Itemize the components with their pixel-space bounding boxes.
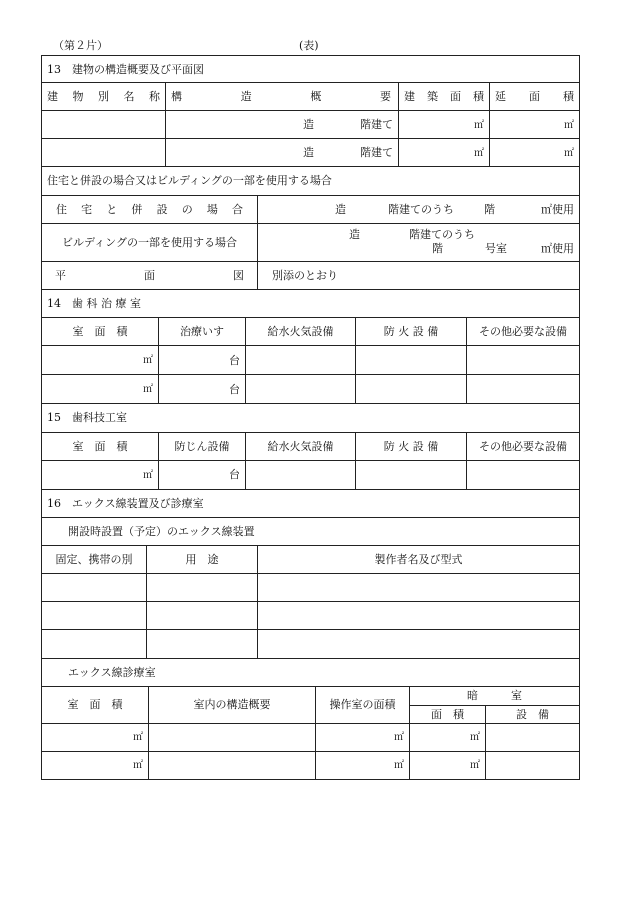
col-building-area: 建 築 面 積 bbox=[399, 83, 490, 111]
building-row bbox=[42, 111, 580, 139]
col-operation-room-area: 操作室の面積 bbox=[316, 687, 410, 723]
darkroom-equipment-field[interactable] bbox=[486, 723, 580, 751]
maker-model-field[interactable] bbox=[258, 630, 580, 659]
fire-prevention-field[interactable] bbox=[356, 375, 467, 404]
fire-prevention-field[interactable] bbox=[356, 346, 467, 375]
purpose-field[interactable] bbox=[147, 630, 258, 659]
use-label: ㎡使用 bbox=[541, 202, 574, 216]
purpose-field[interactable] bbox=[147, 602, 258, 630]
col-structure-b: 造 bbox=[240, 90, 252, 103]
chair-count-field[interactable] bbox=[159, 375, 246, 404]
col-floor-area: 延 面 積 bbox=[490, 83, 580, 111]
section-13-title: 13 建物の構造概要及び平面図 bbox=[42, 56, 580, 83]
floor-plan-label-a: 平 bbox=[55, 268, 66, 282]
xray-device-subtitle: 開設時設置（予定）のエックス線装置 bbox=[42, 518, 580, 546]
treatment-room-row bbox=[42, 375, 580, 404]
section-13-table bbox=[41, 55, 580, 167]
operation-room-area-field[interactable] bbox=[316, 751, 410, 779]
dust-count-field[interactable] bbox=[159, 460, 246, 489]
other-equipment-field[interactable] bbox=[467, 460, 580, 489]
m2-unit: ㎡ bbox=[564, 147, 574, 159]
application-form bbox=[41, 55, 579, 780]
col-room-area: 室 面 積 bbox=[42, 687, 149, 723]
col-darkroom-equipment: 設 備 bbox=[486, 705, 580, 723]
floor-plan-label bbox=[42, 261, 258, 289]
count-unit: 台 bbox=[229, 382, 240, 396]
water-fire-field[interactable] bbox=[246, 375, 356, 404]
maker-model-field[interactable] bbox=[258, 574, 580, 602]
xray-room-row bbox=[42, 723, 580, 751]
zo-label: 造 bbox=[303, 146, 314, 159]
col-darkroom-area: 面 積 bbox=[410, 705, 486, 723]
purpose-field[interactable] bbox=[147, 574, 258, 602]
side-label: (表) bbox=[299, 39, 319, 52]
room-area-field[interactable] bbox=[42, 375, 159, 404]
floors-label: 階建てのうち bbox=[388, 202, 454, 216]
col-purpose: 用 途 bbox=[147, 546, 258, 574]
col-dust-prevention: 防じん設備 bbox=[159, 432, 246, 460]
building-area-field[interactable] bbox=[399, 111, 490, 139]
structure-field[interactable] bbox=[166, 139, 399, 167]
building-row bbox=[42, 139, 580, 167]
count-unit: 台 bbox=[229, 468, 240, 481]
room-area-field[interactable] bbox=[42, 460, 159, 489]
m2-unit: ㎡ bbox=[394, 732, 404, 743]
use-label: ㎡使用 bbox=[541, 242, 574, 255]
col-structure-overview bbox=[166, 83, 399, 111]
sheet-label: （第２片） bbox=[53, 39, 108, 52]
residence-combined-field[interactable] bbox=[258, 195, 580, 223]
zo-label: 造 bbox=[349, 228, 360, 241]
floor-plan-value: 別添のとおり bbox=[258, 261, 580, 289]
m2-unit: ㎡ bbox=[133, 760, 143, 771]
operation-room-area-field[interactable] bbox=[316, 723, 410, 751]
m2-unit: ㎡ bbox=[564, 119, 574, 131]
treatment-room-row bbox=[42, 346, 580, 375]
chair-count-field[interactable] bbox=[159, 346, 246, 375]
col-water-fire: 給水火気設備 bbox=[246, 318, 356, 346]
col-darkroom: 暗 室 bbox=[410, 687, 580, 705]
structure-field[interactable] bbox=[166, 111, 399, 139]
xray-room-table bbox=[41, 687, 580, 780]
m2-unit: ㎡ bbox=[143, 355, 153, 366]
col-fire-prevention: 防 火 設 備 bbox=[356, 318, 467, 346]
floors-label: 階建てのうち bbox=[409, 228, 475, 241]
room-area-field[interactable] bbox=[42, 751, 149, 779]
darkroom-area-field[interactable] bbox=[410, 751, 486, 779]
darkroom-area-field[interactable] bbox=[410, 723, 486, 751]
col-room-area: 室 面 積 bbox=[42, 432, 159, 460]
section-15-table bbox=[41, 404, 580, 490]
m2-unit: ㎡ bbox=[474, 147, 484, 159]
count-unit: 台 bbox=[229, 353, 240, 367]
mixed-use-table bbox=[41, 167, 580, 290]
residence-combined-label: 住 宅 と 併 設 の 場 合 bbox=[42, 195, 258, 223]
xray-room-subtitle: エックス線診療室 bbox=[42, 659, 580, 687]
floors-label: 階建て bbox=[360, 146, 393, 159]
darkroom-equipment-field[interactable] bbox=[486, 751, 580, 779]
col-room-structure: 室内の構造概要 bbox=[149, 687, 316, 723]
other-equipment-field[interactable] bbox=[467, 346, 580, 375]
building-part-label: ビルディングの一部を使用する場合 bbox=[42, 223, 258, 261]
col-room-area: 室 面 積 bbox=[42, 318, 159, 346]
col-structure-c: 概 bbox=[310, 90, 322, 103]
col-structure-a: 構 bbox=[171, 90, 182, 103]
col-other-equipment: その他必要な設備 bbox=[467, 432, 580, 460]
m2-unit: ㎡ bbox=[470, 760, 480, 771]
floors-label: 階建て bbox=[360, 118, 393, 131]
xray-device-row bbox=[42, 630, 580, 659]
m2-unit: ㎡ bbox=[143, 384, 153, 395]
zo-label: 造 bbox=[303, 118, 314, 131]
water-fire-field[interactable] bbox=[246, 346, 356, 375]
section-15-title: 15 歯科技工室 bbox=[42, 404, 580, 432]
m2-unit: ㎡ bbox=[394, 760, 404, 771]
m2-unit: ㎡ bbox=[474, 119, 484, 131]
room-structure-field[interactable] bbox=[149, 723, 316, 751]
m2-unit: ㎡ bbox=[470, 732, 480, 743]
room-structure-field[interactable] bbox=[149, 751, 316, 779]
fixed-portable-field[interactable] bbox=[42, 602, 147, 630]
col-treatment-chair: 治療いす bbox=[159, 318, 246, 346]
m2-unit: ㎡ bbox=[143, 469, 153, 481]
col-other-equipment: その他必要な設備 bbox=[467, 318, 580, 346]
building-part-field[interactable] bbox=[258, 223, 580, 261]
building-area-field[interactable] bbox=[399, 139, 490, 167]
building-name-field[interactable] bbox=[42, 111, 166, 139]
xray-room-row bbox=[42, 751, 580, 779]
kai-label: 階 bbox=[432, 242, 443, 255]
maker-model-field[interactable] bbox=[258, 602, 580, 630]
section-14-title: 14 歯 科 治 療 室 bbox=[42, 290, 580, 318]
section-16-title: 16 エックス線装置及び診療室 bbox=[42, 490, 580, 518]
xray-device-row bbox=[42, 574, 580, 602]
col-fire-prevention: 防 火 設 備 bbox=[356, 432, 467, 460]
fixed-portable-field[interactable] bbox=[42, 574, 147, 602]
mixed-use-title: 住宅と併設の場合又はビルディングの一部を使用する場合 bbox=[42, 167, 580, 195]
m2-unit: ㎡ bbox=[133, 732, 143, 743]
xray-device-row bbox=[42, 602, 580, 630]
room-label: 号室 bbox=[485, 242, 507, 255]
col-building-name: 建 物 別 名 称 bbox=[42, 83, 166, 111]
room-area-field[interactable] bbox=[42, 346, 159, 375]
floor-plan-label-b: 面 bbox=[144, 268, 155, 282]
fixed-portable-field[interactable] bbox=[42, 630, 147, 659]
col-water-fire: 給水火気設備 bbox=[246, 432, 356, 460]
zo-label: 造 bbox=[335, 202, 346, 216]
floor-plan-label-c: 図 bbox=[233, 268, 244, 282]
col-structure-d: 要 bbox=[379, 90, 391, 103]
kai-label: 階 bbox=[484, 202, 495, 216]
section-16-table bbox=[41, 490, 580, 688]
section-14-table bbox=[41, 290, 580, 405]
floor-area-field[interactable] bbox=[490, 111, 580, 139]
water-fire-field[interactable] bbox=[246, 460, 356, 489]
col-maker-model: 製作者名及び型式 bbox=[258, 546, 580, 574]
building-name-field[interactable] bbox=[42, 139, 166, 167]
col-fixed-portable: 固定、携帯の別 bbox=[42, 546, 147, 574]
lab-room-row bbox=[42, 460, 580, 489]
other-equipment-field[interactable] bbox=[467, 375, 580, 404]
room-area-field[interactable] bbox=[42, 723, 149, 751]
fire-prevention-field[interactable] bbox=[356, 460, 467, 489]
floor-area-field[interactable] bbox=[490, 139, 580, 167]
